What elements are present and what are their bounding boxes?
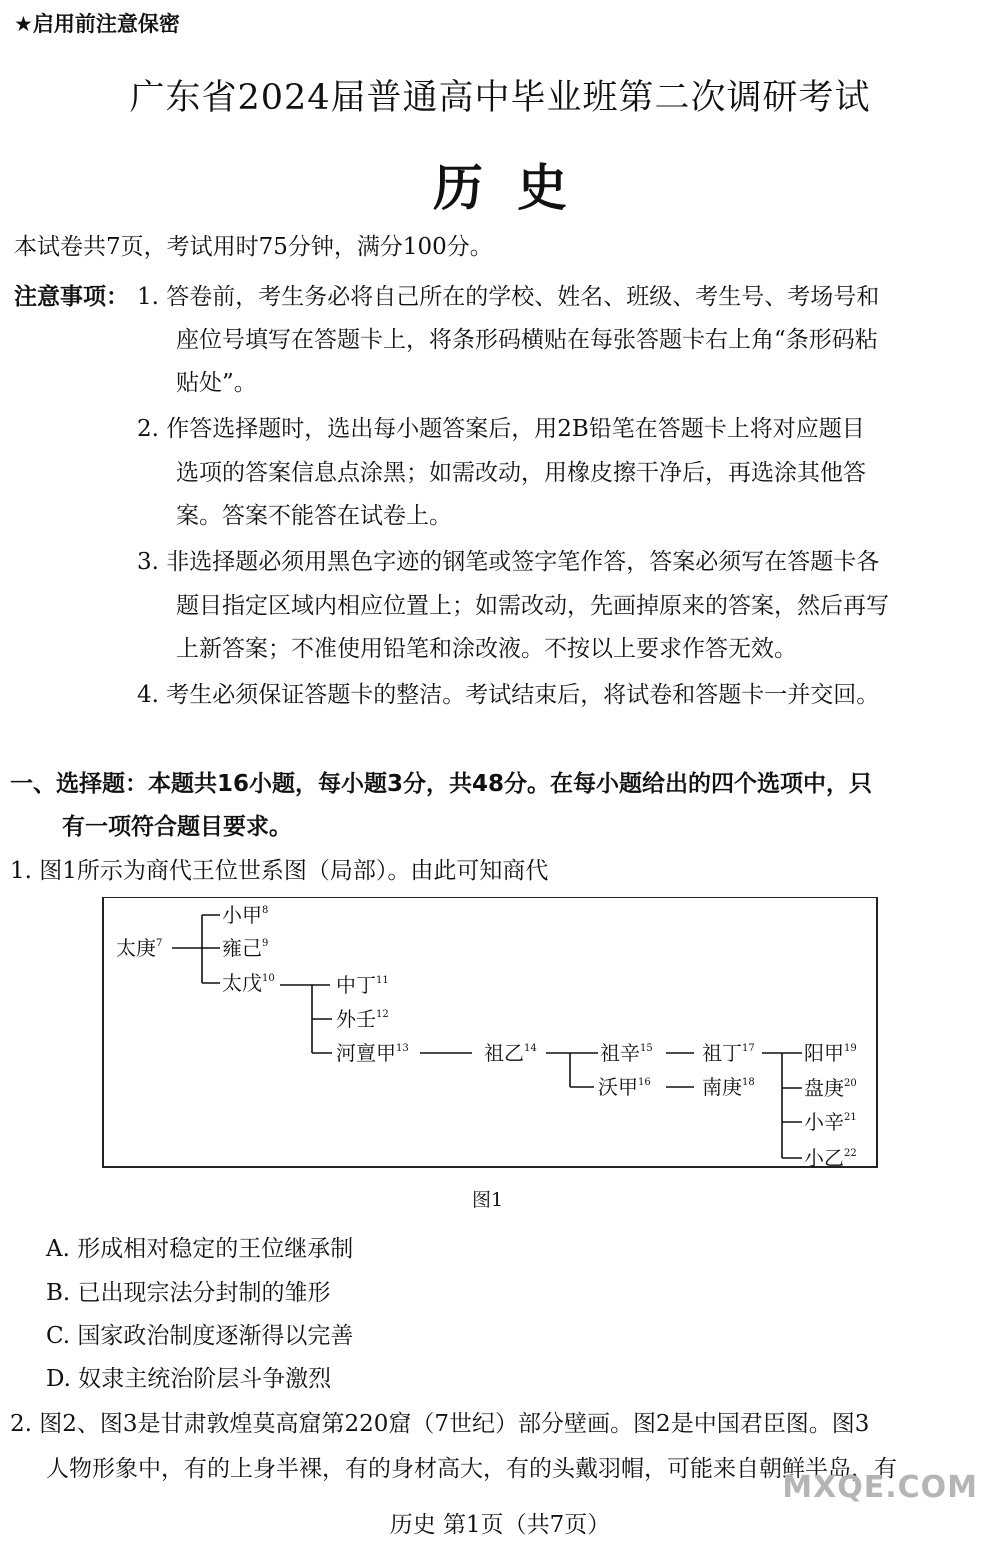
note-line: 3. 非选择题必须用黑色字迹的钢笔或签字笔作答，答案必须写在答题卡各 bbox=[137, 549, 880, 575]
subject-title: 历史 bbox=[433, 159, 601, 217]
node-yangjia bbox=[804, 1041, 857, 1065]
node-name: 南庚 bbox=[702, 1075, 742, 1099]
node-num: 15 bbox=[640, 1043, 653, 1054]
node-zuding bbox=[702, 1041, 755, 1065]
node-zhongding bbox=[336, 973, 389, 997]
node-num: 21 bbox=[844, 1112, 857, 1123]
node-nangeng bbox=[702, 1075, 755, 1099]
node-num: 22 bbox=[844, 1148, 857, 1159]
node-num: 13 bbox=[396, 1043, 409, 1054]
node-num: 17 bbox=[742, 1043, 755, 1054]
section-heading: 一、选择题：本题共16小题，每小题3分，共48分。在每小题给出的四个选项中，只 bbox=[10, 771, 873, 797]
node-zuyi bbox=[484, 1041, 537, 1065]
node-name: 祖乙 bbox=[484, 1041, 524, 1065]
question-1-stem: 1. 图1所示为商代王位世系图（局部）。由此可知商代 bbox=[10, 858, 549, 884]
node-name: 外壬 bbox=[336, 1007, 376, 1031]
figure-1-caption: 图1 bbox=[472, 1189, 504, 1211]
node-yongji bbox=[222, 936, 268, 960]
note-line: 座位号填写在答题卡上，将条形码横贴在每张答题卡右上角“条形码粘 bbox=[176, 327, 878, 353]
node-name: 阳甲 bbox=[804, 1041, 844, 1065]
node-num: 18 bbox=[742, 1077, 755, 1088]
node-num: 8 bbox=[262, 905, 269, 916]
node-name: 祖辛 bbox=[600, 1041, 640, 1065]
section-heading-cont: 有一项符合题目要求。 bbox=[62, 814, 292, 840]
node-num: 20 bbox=[844, 1078, 857, 1089]
note-line: 上新答案；不准使用铅笔和涂改液。不按以上要求作答无效。 bbox=[176, 636, 797, 662]
note-line: 案。答案不能答在试卷上。 bbox=[176, 503, 452, 529]
option-c: C. 国家政治制度逐渐得以完善 bbox=[46, 1323, 354, 1349]
node-num: 9 bbox=[262, 938, 269, 949]
note-line: 选项的答案信息点涂黑；如需改动，用橡皮擦干净后，再选涂其他答 bbox=[176, 460, 866, 486]
node-name: 太戊 bbox=[222, 971, 262, 995]
exam-info: 本试卷共7页，考试用时75分钟，满分100分。 bbox=[14, 234, 493, 260]
page-footer: 历史 第1页（共7页） bbox=[389, 1512, 611, 1538]
node-xiaojia bbox=[222, 903, 268, 927]
option-b: B. 已出现宗法分封制的雏形 bbox=[46, 1280, 331, 1306]
question-2-stem-cont: 人物形象中，有的上身半裸，有的身材高大，有的头戴羽帽，可能来自朝鲜半岛，有 bbox=[46, 1456, 897, 1482]
node-name: 沃甲 bbox=[598, 1075, 638, 1099]
option-d: D. 奴隶主统治阶层斗争激烈 bbox=[46, 1366, 332, 1392]
node-num: 14 bbox=[524, 1043, 537, 1054]
notes-label: 注意事项： bbox=[14, 284, 129, 310]
node-num: 10 bbox=[262, 973, 275, 984]
node-taiwu bbox=[222, 971, 275, 995]
node-name: 雍己 bbox=[222, 936, 262, 960]
node-zuxin bbox=[600, 1041, 653, 1065]
note-line: 1. 答卷前，考生务必将自己所在的学校、姓名、班级、考生号、考场号和 bbox=[137, 284, 880, 310]
node-num: 7 bbox=[156, 938, 163, 949]
watermark: MXQE.COM bbox=[782, 1470, 978, 1505]
node-name: 小甲 bbox=[222, 903, 262, 927]
lineage-connectors bbox=[172, 915, 802, 1158]
exam-title: 广东省2024届普通高中毕业班第二次调研考试 bbox=[129, 78, 871, 118]
node-wojia bbox=[598, 1075, 651, 1099]
node-waiven bbox=[336, 1007, 389, 1031]
node-num: 16 bbox=[638, 1077, 651, 1088]
node-hetanjia bbox=[336, 1041, 409, 1065]
note-line: 2. 作答选择题时，选出每小题答案后，用2B铅笔在答题卡上将对应题目 bbox=[137, 416, 865, 442]
node-taigeng bbox=[116, 936, 162, 960]
node-num: 11 bbox=[376, 975, 389, 986]
option-a: A. 形成相对稳定的王位继承制 bbox=[46, 1236, 354, 1262]
note-line: 题目指定区域内相应位置上；如需改动，先画掉原来的答案，然后再写 bbox=[176, 593, 889, 619]
node-xiaoyi bbox=[804, 1146, 857, 1170]
node-num: 19 bbox=[844, 1043, 857, 1054]
node-name: 小乙 bbox=[804, 1146, 844, 1170]
node-name: 河亶甲 bbox=[336, 1041, 396, 1065]
confidential-mark: ★启用前注意保密 bbox=[14, 12, 180, 36]
node-name: 盘庚 bbox=[804, 1076, 844, 1100]
node-name: 小辛 bbox=[804, 1110, 844, 1134]
node-name: 祖丁 bbox=[702, 1041, 742, 1065]
node-num: 12 bbox=[376, 1009, 389, 1020]
note-line: 贴处”。 bbox=[176, 370, 257, 396]
node-pangeng bbox=[804, 1076, 857, 1100]
question-2-stem: 2. 图2、图3是甘肃敦煌莫高窟第220窟（7世纪）部分壁画。图2是中国君臣图。图3 bbox=[10, 1411, 870, 1437]
node-xiaoxin bbox=[804, 1110, 857, 1134]
note-line: 4. 考生必须保证答题卡的整洁。考试结束后，将试卷和答题卡一并交回。 bbox=[137, 682, 880, 708]
node-name: 中丁 bbox=[336, 973, 376, 997]
node-name: 太庚 bbox=[116, 936, 156, 960]
